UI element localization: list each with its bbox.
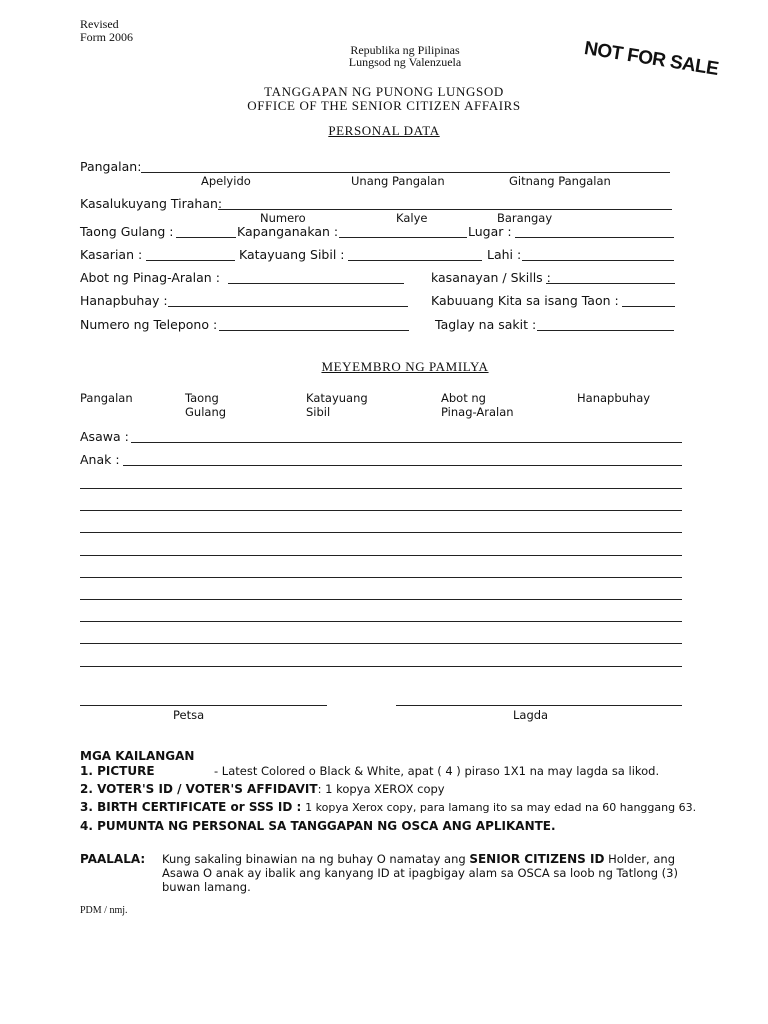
last-name-caption: Apelyido: [201, 174, 251, 188]
reminder-line-2: Asawa O anak ay ibalik ang kanyang ID at ipagbigay alam sa OSCA sa loob ng Tatlong (3): [162, 866, 678, 880]
family-blank-line[interactable]: [80, 599, 682, 600]
spouse-label: Asawa :: [80, 429, 129, 444]
personal-data-title: PERSONAL DATA: [328, 123, 440, 138]
form-year-label: Form 2006: [80, 30, 134, 44]
family-blank-line[interactable]: [80, 510, 682, 511]
requirements-title: MGA KAILANGAN: [80, 749, 195, 763]
reminder-line-1: [162, 852, 675, 866]
column-education-line1: Abot ng: [441, 391, 486, 405]
child-field[interactable]: [123, 465, 682, 466]
birthdate-field[interactable]: [339, 237, 467, 238]
birthplace-field[interactable]: [515, 237, 674, 238]
office-title-tagalog: TANGGAPAN NG PUNONG LUNGSOD: [264, 84, 504, 99]
column-name: Pangalan: [80, 391, 133, 405]
footer-initials: PDM / nmj.: [80, 905, 128, 916]
civil-status-label: Katayuang Sibil :: [239, 247, 345, 262]
occupation-field[interactable]: [168, 306, 408, 307]
civil-status-field[interactable]: [348, 260, 482, 261]
republic-label: Republika ng Pilipinas: [350, 43, 460, 57]
race-label: Lahi :: [487, 247, 522, 262]
revised-label: Revised: [80, 17, 119, 31]
city-label: Lungsod ng Valenzuela: [348, 55, 462, 69]
family-blank-line[interactable]: [80, 555, 682, 556]
race-field[interactable]: [522, 260, 674, 261]
street-caption: Kalye: [396, 211, 428, 225]
age-field[interactable]: [176, 237, 236, 238]
illness-label: Taglay na sakit :: [435, 317, 537, 332]
reminder-id-holder: SENIOR CITIZENS ID: [469, 852, 605, 866]
reminder-text-b: Holder, ang: [608, 852, 675, 866]
not-for-sale-stamp: NOT FOR SALE: [582, 38, 720, 80]
requirement-3-head: 3. BIRTH CERTIFICATE or SSS ID :: [80, 800, 302, 814]
requirement-3: [80, 800, 696, 814]
signature-field[interactable]: [396, 705, 682, 706]
family-blank-line[interactable]: [80, 577, 682, 578]
signature-caption: Lagda: [513, 708, 549, 722]
spouse-field[interactable]: [131, 442, 682, 443]
annual-income-field[interactable]: [622, 306, 675, 307]
reminder-label: PAALALA:: [80, 852, 146, 866]
reminder-text-a: Kung sakaling binawian na ng buhay O namatay ang: [162, 852, 466, 866]
skills-field[interactable]: [546, 283, 675, 284]
sex-label: Kasarian :: [80, 247, 143, 262]
family-blank-line[interactable]: [80, 532, 682, 533]
column-age-line1: Taong: [185, 391, 219, 405]
requirement-2-text: : 1 kopya XEROX copy: [317, 782, 445, 796]
name-label: Pangalan:: [80, 159, 142, 174]
requirement-4: 4. PUMUNTA NG PERSONAL SA TANGGAPAN NG OSCA ANG APLIKANTE.: [80, 819, 556, 833]
birthplace-label: Lugar :: [468, 224, 512, 239]
phone-field[interactable]: [219, 330, 409, 331]
family-blank-line[interactable]: [80, 621, 682, 622]
phone-label: Numero ng Telepono :: [80, 317, 218, 332]
sex-field[interactable]: [146, 260, 235, 261]
annual-income-label: Kabuuang Kita sa isang Taon :: [431, 293, 619, 308]
address-field[interactable]: [218, 209, 672, 210]
skills-label: kasanayan / Skills :: [431, 270, 551, 285]
column-civil-line1: Katayuang: [306, 391, 368, 405]
requirement-1-text: - Latest Colored o Black & White, apat ( 4 ) piraso 1X1 na may lagda sa likod.: [214, 764, 660, 778]
column-age-line2: Gulang: [185, 405, 227, 419]
child-label: Anak :: [80, 452, 120, 467]
family-title: MEYEMBRO NG PAMILYA: [321, 359, 489, 374]
illness-field[interactable]: [537, 330, 674, 331]
requirement-3-text: 1 kopya Xerox copy, para lamang ito sa may edad na 60 hanggang 63.: [305, 801, 697, 814]
number-caption: Numero: [260, 211, 306, 225]
family-blank-line[interactable]: [80, 666, 682, 667]
barangay-caption: Barangay: [497, 211, 553, 225]
education-label: Abot ng Pinag-Aralan :: [80, 270, 220, 285]
birthdate-label: Kapanganakan :: [237, 224, 339, 239]
education-field[interactable]: [228, 283, 404, 284]
occupation-label: Hanapbuhay :: [80, 293, 168, 308]
column-civil-line2: Sibil: [306, 405, 331, 419]
column-occupation: Hanapbuhay: [577, 391, 651, 405]
date-field[interactable]: [80, 705, 327, 706]
requirement-1-head: 1. PICTURE: [80, 764, 155, 778]
requirement-2-head: 2. VOTER'S ID / VOTER'S AFFIDAVIT: [80, 782, 318, 796]
date-caption: Petsa: [173, 708, 205, 722]
column-education-line2: Pinag-Aralan: [441, 405, 514, 419]
first-name-caption: Unang Pangalan: [351, 174, 445, 188]
family-blank-line[interactable]: [80, 488, 682, 489]
age-label: Taong Gulang :: [80, 224, 174, 239]
address-label: Kasalukuyang Tirahan:: [80, 196, 223, 211]
office-title-english: OFFICE OF THE SENIOR CITIZEN AFFAIRS: [247, 98, 521, 113]
middle-name-caption: Gitnang Pangalan: [509, 174, 611, 188]
reminder-line-3: buwan lamang.: [162, 880, 251, 894]
family-blank-line[interactable]: [80, 643, 682, 644]
name-field[interactable]: [141, 172, 670, 173]
requirement-2: [80, 782, 445, 796]
